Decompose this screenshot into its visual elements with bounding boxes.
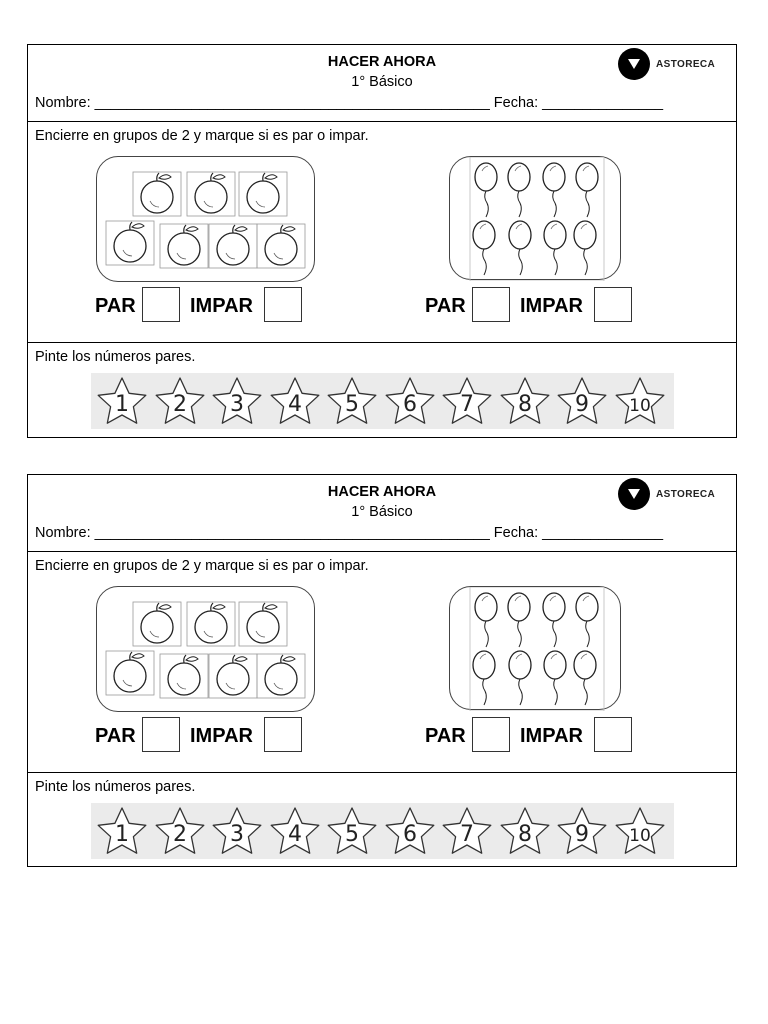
star-number: 5	[345, 822, 359, 847]
impar-checkbox-apples[interactable]	[264, 717, 302, 752]
apple-icon	[168, 655, 200, 695]
star-number: 7	[460, 822, 474, 847]
balloons-picture	[449, 586, 621, 710]
apple-icon	[195, 173, 227, 213]
star-number: 5	[345, 392, 359, 417]
star-8[interactable]	[498, 805, 552, 857]
numbered-stars	[91, 373, 674, 429]
balloon-icon	[473, 651, 495, 705]
star-number: 9	[575, 392, 589, 417]
star-9[interactable]	[555, 375, 609, 427]
apples-picture	[96, 586, 315, 712]
logo-text: ASTORECA	[656, 488, 716, 500]
logo-text: ASTORECA	[656, 58, 716, 70]
balloon-icon	[509, 221, 531, 275]
star-number: 2	[172, 392, 187, 417]
star-1[interactable]	[95, 375, 149, 427]
apple-icon	[265, 225, 297, 265]
par-checkbox-apples[interactable]	[142, 717, 180, 752]
astoreca-logo-icon	[618, 48, 650, 80]
even-numbers-section	[28, 773, 736, 869]
apples-picture	[96, 156, 315, 282]
impar-checkbox-apples[interactable]	[264, 287, 302, 322]
star-number: 8	[517, 822, 532, 847]
apple-icon	[217, 655, 249, 695]
balloon-icon	[475, 593, 497, 647]
worksheet-title: HACER AHORA	[327, 484, 437, 500]
balloons-picture	[449, 156, 621, 280]
apple-icon	[141, 173, 173, 213]
balloon-icon	[543, 163, 565, 217]
apple-icon	[114, 652, 146, 692]
astoreca-logo	[618, 47, 722, 81]
par-label-apples: PAR	[95, 725, 136, 747]
worksheet-header	[28, 45, 736, 122]
grouping-instruction: Encierre en grupos de 2 y marque si es par o impar.	[35, 558, 369, 574]
balloon-icon	[576, 163, 598, 217]
par-label-apples: PAR	[95, 295, 136, 317]
worksheet-2	[27, 474, 737, 867]
balloon-icon	[544, 651, 566, 705]
impar-label-apples: IMPAR	[190, 725, 253, 747]
balloon-icon	[574, 221, 596, 275]
star-number: 1	[115, 392, 129, 417]
star-7[interactable]	[440, 375, 494, 427]
paint-instruction: Pinte los números pares.	[35, 349, 196, 365]
grouping-section	[28, 552, 736, 773]
star-number: 4	[287, 392, 302, 417]
apple-icon	[247, 173, 279, 213]
impar-label-balloons: IMPAR	[520, 725, 583, 747]
star-10[interactable]	[613, 805, 667, 857]
balloon-icon	[475, 163, 497, 217]
star-number: 8	[517, 392, 532, 417]
star-number: 4	[287, 822, 302, 847]
astoreca-logo	[618, 477, 722, 511]
star-5[interactable]	[325, 375, 379, 427]
star-number: 6	[402, 392, 417, 417]
worksheet-grade: 1° Básico	[351, 504, 413, 520]
star-2[interactable]	[153, 375, 207, 427]
even-numbers-section	[28, 343, 736, 439]
worksheet-header	[28, 475, 736, 552]
balloon-icon	[574, 651, 596, 705]
par-label-balloons: PAR	[425, 295, 466, 317]
star-number: 1	[115, 822, 129, 847]
balloons-illustration	[450, 157, 622, 281]
name-date-line[interactable]: Nombre: _________________________________________________ Fecha: _______________	[35, 95, 664, 111]
balloon-icon	[473, 221, 495, 275]
impar-label-balloons: IMPAR	[520, 295, 583, 317]
star-5[interactable]	[325, 805, 379, 857]
grouping-instruction: Encierre en grupos de 2 y marque si es par o impar.	[35, 128, 369, 144]
name-date-line[interactable]: Nombre: _________________________________________________ Fecha: _______________	[35, 525, 664, 541]
balloon-icon	[509, 651, 531, 705]
apple-icon	[247, 603, 279, 643]
astoreca-logo-icon	[618, 478, 650, 510]
worksheet-1	[27, 44, 737, 438]
balloon-icon	[576, 593, 598, 647]
par-label-balloons: PAR	[425, 725, 466, 747]
star-number: 10	[628, 826, 651, 846]
star-4[interactable]	[268, 375, 322, 427]
balloons-illustration	[450, 587, 622, 711]
par-checkbox-apples[interactable]	[142, 287, 180, 322]
star-10[interactable]	[613, 375, 667, 427]
star-3[interactable]	[210, 375, 264, 427]
star-2[interactable]	[153, 805, 207, 857]
balloon-icon	[508, 163, 530, 217]
balloon-icon	[543, 593, 565, 647]
star-8[interactable]	[498, 375, 552, 427]
star-number: 9	[575, 822, 589, 847]
star-number: 3	[230, 822, 244, 847]
worksheet-grade: 1° Básico	[351, 74, 413, 90]
paint-instruction: Pinte los números pares.	[35, 779, 196, 795]
star-6[interactable]	[383, 375, 437, 427]
apple-icon	[265, 655, 297, 695]
apples-illustration	[97, 587, 316, 713]
star-6[interactable]	[383, 805, 437, 857]
apple-icon	[195, 603, 227, 643]
star-number: 6	[402, 822, 417, 847]
balloon-icon	[508, 593, 530, 647]
star-3[interactable]	[210, 805, 264, 857]
worksheet-title: HACER AHORA	[327, 54, 437, 70]
par-checkbox-balloons[interactable]	[472, 287, 510, 322]
grouping-section	[28, 122, 736, 343]
balloon-icon	[544, 221, 566, 275]
apple-icon	[114, 222, 146, 262]
star-7[interactable]	[440, 805, 494, 857]
apple-icon	[217, 225, 249, 265]
star-number: 10	[628, 396, 651, 416]
impar-label-apples: IMPAR	[190, 295, 253, 317]
impar-checkbox-balloons[interactable]	[594, 287, 632, 322]
star-number: 7	[460, 392, 474, 417]
apple-icon	[141, 603, 173, 643]
apples-illustration	[97, 157, 316, 283]
impar-checkbox-balloons[interactable]	[594, 717, 632, 752]
apple-icon	[168, 225, 200, 265]
star-number: 3	[230, 392, 244, 417]
star-1[interactable]	[95, 805, 149, 857]
numbered-stars	[91, 803, 674, 859]
star-4[interactable]	[268, 805, 322, 857]
star-9[interactable]	[555, 805, 609, 857]
par-checkbox-balloons[interactable]	[472, 717, 510, 752]
star-number: 2	[172, 822, 187, 847]
